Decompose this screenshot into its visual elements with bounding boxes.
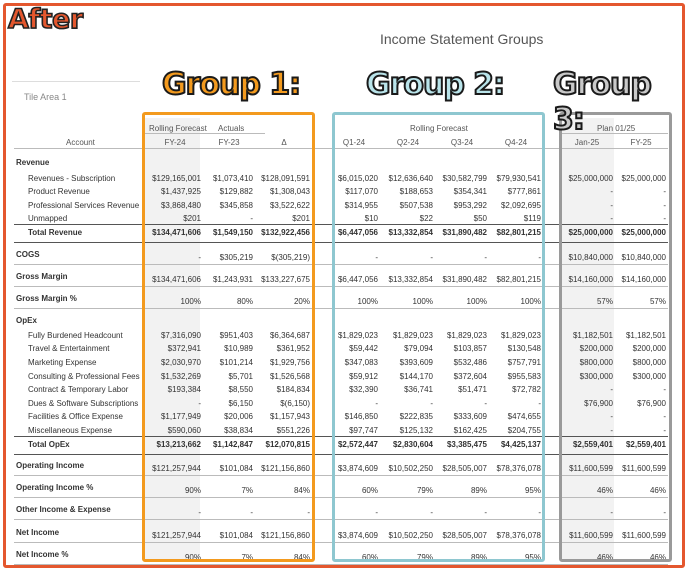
table-cell: 46% [596, 553, 613, 562]
table-cell: 60% [361, 486, 378, 495]
table-cell: $1,142,847 [212, 440, 253, 449]
table-cell: $22 [419, 214, 433, 223]
table-cell: - [484, 253, 487, 262]
table-cell: 46% [596, 486, 613, 495]
table-cell: - [610, 385, 613, 394]
table-cell: - [610, 412, 613, 421]
table-cell: - [375, 253, 378, 262]
table-cell: $38,834 [224, 426, 253, 435]
table-cell: $1,549,150 [212, 228, 253, 237]
row-label: Total Revenue [28, 228, 83, 237]
table-cell: $119 [523, 214, 541, 223]
table-cell: $1,829,023 [337, 331, 378, 340]
table-cell: $1,532,269 [160, 372, 201, 381]
table-cell: - [663, 187, 666, 196]
table-cell: $13,332,854 [388, 228, 433, 237]
table-cell: $25,000,000 [621, 228, 666, 237]
table-cell: $28,505,007 [442, 531, 487, 540]
table-cell: $128,091,591 [261, 174, 310, 183]
row-label: Contract & Temporary Labor [28, 385, 129, 394]
table-cell: $1,073,410 [212, 174, 253, 183]
table-cell: $3,874,609 [337, 531, 378, 540]
table-cell: 90% [184, 553, 201, 562]
table-cell: $10,989 [224, 344, 253, 353]
row-label: Product Revenue [28, 187, 90, 196]
group-header-rolling-forecast: Rolling Forecast [149, 124, 207, 133]
table-cell: - [375, 508, 378, 517]
table-cell: $3,522,622 [269, 201, 310, 210]
table-cell: $757,791 [507, 358, 541, 367]
table-cell: $101,084 [219, 464, 253, 473]
table-cell: $300,000 [579, 372, 613, 381]
table-cell: $25,000,000 [568, 228, 613, 237]
table-cell: $188,653 [399, 187, 433, 196]
table-cell: $32,390 [349, 385, 378, 394]
table-cell: $13,332,854 [388, 275, 433, 284]
column-header: FY-24 [164, 138, 186, 147]
table-cell: $1,182,501 [625, 331, 666, 340]
table-cell: $1,829,023 [392, 331, 433, 340]
table-cell: - [610, 201, 613, 210]
table-cell: - [538, 399, 541, 408]
table-cell: $3,874,609 [337, 464, 378, 473]
table-cell: - [610, 426, 613, 435]
table-cell: - [610, 508, 613, 517]
row-label: Revenues - Subscription [28, 174, 116, 183]
table-cell: $2,572,447 [337, 440, 378, 449]
table-cell: - [610, 214, 613, 223]
row-label: Unmapped [28, 214, 68, 223]
table-cell: $14,160,000 [568, 275, 613, 284]
table-cell: $3,868,480 [160, 201, 201, 210]
table-cell: $20,006 [224, 412, 253, 421]
table-cell: $590,060 [167, 426, 201, 435]
table-cell: 100% [466, 297, 487, 306]
table-cell: 7% [241, 553, 253, 562]
row-label: Marketing Expense [28, 358, 97, 367]
table-cell: 90% [184, 486, 201, 495]
table-cell: $953,292 [453, 201, 487, 210]
table-cell: $1,526,568 [269, 372, 310, 381]
table-cell: $6,447,056 [337, 275, 378, 284]
table-cell: $125,132 [399, 426, 433, 435]
table-cell: $1,929,756 [269, 358, 310, 367]
table-cell: $25,000,000 [568, 174, 613, 183]
table-cell: $30,582,799 [442, 174, 487, 183]
table-cell: $97,747 [349, 426, 378, 435]
column-header: Q1-24 [342, 138, 366, 147]
table-cell: $129,165,001 [152, 174, 201, 183]
table-cell: $31,890,482 [442, 228, 487, 237]
table-cell: - [663, 214, 666, 223]
table-cell: $79,930,541 [496, 174, 541, 183]
table-cell: $59,442 [349, 344, 378, 353]
table-cell: $82,801,215 [496, 228, 541, 237]
table-cell: - [663, 201, 666, 210]
table-cell: $314,955 [344, 201, 378, 210]
table-cell: $3,385,475 [446, 440, 487, 449]
column-header: Q4-24 [504, 138, 528, 147]
table-cell: $372,604 [453, 372, 487, 381]
table-cell: $1,177,949 [160, 412, 201, 421]
table-cell: $146,850 [344, 412, 378, 421]
table-cell: - [663, 412, 666, 421]
table-cell: $474,655 [507, 412, 541, 421]
table-cell: $13,213,662 [156, 440, 201, 449]
table-cell: $1,437,925 [160, 187, 201, 196]
row-label: Other Income & Expense [16, 505, 111, 514]
table-cell: $76,900 [637, 399, 666, 408]
row-label: Facilities & Office Expense [28, 412, 124, 421]
table-cell: $800,000 [632, 358, 666, 367]
table-cell: $201 [292, 214, 310, 223]
table-cell: $800,000 [579, 358, 613, 367]
table-cell: $101,084 [219, 531, 253, 540]
row-label: Fully Burdened Headcount [28, 331, 123, 340]
table-cell: $121,257,944 [152, 464, 201, 473]
table-cell: $345,858 [219, 201, 253, 210]
table-cell: $300,000 [632, 372, 666, 381]
table-cell: $101,214 [219, 358, 253, 367]
table-cell: $31,890,482 [442, 275, 487, 284]
table-cell: $144,170 [399, 372, 433, 381]
table-cell: - [484, 508, 487, 517]
table-cell: 20% [293, 297, 310, 306]
group3-highlight [559, 112, 672, 562]
table-cell: $1,829,023 [446, 331, 487, 340]
table-cell: $121,156,860 [261, 464, 310, 473]
table-cell: $72,782 [512, 385, 541, 394]
row-label: Gross Margin [16, 272, 68, 281]
table-cell: 79% [416, 553, 433, 562]
table-cell: $1,157,943 [269, 412, 310, 421]
table-cell: 80% [236, 297, 253, 306]
column-header: Jan-25 [574, 138, 600, 147]
table-cell: - [538, 508, 541, 517]
row-label: Operating Income % [16, 483, 94, 492]
table-cell: $6,150 [228, 399, 253, 408]
group3-label: Group 3: [553, 67, 651, 137]
group-header-plan: Plan 01/25 [597, 124, 636, 133]
group1-label: Group 1: [162, 67, 301, 102]
table-cell: $955,583 [507, 372, 541, 381]
table-cell: $201 [183, 214, 201, 223]
table-cell: $532,486 [453, 358, 487, 367]
table-cell: $133,227,675 [261, 275, 310, 284]
table-cell: $1,243,931 [212, 275, 253, 284]
table-cell: 100% [412, 297, 433, 306]
table-cell: $11,600,599 [622, 531, 666, 540]
row-label: OpEx [16, 316, 37, 325]
table-cell: $2,030,970 [160, 358, 201, 367]
table-cell: $8,550 [228, 385, 253, 394]
table-cell: - [484, 399, 487, 408]
table-cell: $393,609 [399, 358, 433, 367]
row-label: Gross Margin % [16, 294, 77, 303]
table-cell: 46% [649, 553, 666, 562]
group-header-actuals: Actuals [218, 124, 245, 133]
group1-highlight [142, 112, 315, 562]
row-label: Travel & Entertainment [28, 344, 110, 353]
table-cell: $121,257,944 [152, 531, 201, 540]
group2-label: Group 2: [366, 67, 505, 102]
table-cell: - [430, 253, 433, 262]
after-label: After [8, 4, 83, 35]
table-cell: $6,364,687 [269, 331, 310, 340]
row-label: Professional Services Revenue [28, 201, 140, 210]
table-cell: $333,609 [453, 412, 487, 421]
table-cell: $76,900 [584, 399, 613, 408]
table-cell: - [375, 399, 378, 408]
table-cell: $28,505,007 [442, 464, 487, 473]
table-cell: $10,502,250 [388, 464, 433, 473]
table-cell: $10,502,250 [388, 531, 433, 540]
table-cell: $36,741 [404, 385, 433, 394]
table-cell: - [663, 426, 666, 435]
row-label: Miscellaneous Expense [28, 426, 113, 435]
row-label: Total OpEx [28, 440, 70, 449]
table-cell: $347,083 [344, 358, 378, 367]
table-cell: $11,600,599 [622, 464, 666, 473]
table-cell: 7% [241, 486, 253, 495]
table-cell: $361,952 [276, 344, 310, 353]
table-cell: $200,000 [579, 344, 613, 353]
table-cell: - [663, 508, 666, 517]
table-cell: $200,000 [632, 344, 666, 353]
table-cell: - [538, 253, 541, 262]
column-header: FY-25 [630, 138, 652, 147]
table-cell: - [663, 385, 666, 394]
table-cell: $6,015,020 [337, 174, 378, 183]
table-cell: $117,070 [345, 187, 378, 196]
table-cell: $551,226 [276, 426, 310, 435]
table-cell: $5,701 [228, 372, 253, 381]
column-header: FY-23 [218, 138, 240, 147]
table-cell: $78,376,078 [496, 531, 541, 540]
table-cell: 100% [520, 297, 541, 306]
table-cell: $2,092,695 [500, 201, 541, 210]
table-cell: 89% [470, 553, 487, 562]
sheet-title: Income Statement Groups [380, 31, 544, 47]
row-label: Net Income [16, 528, 60, 537]
table-cell: $14,160,000 [621, 275, 666, 284]
column-header: Δ [281, 138, 287, 147]
table-cell: $59,912 [349, 372, 378, 381]
table-cell: $1,182,501 [572, 331, 613, 340]
tile-divider [12, 81, 140, 82]
table-cell: $204,755 [507, 426, 541, 435]
table-cell: $507,538 [399, 201, 433, 210]
table-cell: - [198, 399, 201, 408]
column-header: Q2-24 [396, 138, 420, 147]
table-cell: - [198, 508, 201, 517]
table-cell: $(305,219) [271, 253, 310, 262]
table-cell: - [250, 508, 253, 517]
table-cell: 89% [470, 486, 487, 495]
table-cell: $25,000,000 [621, 174, 666, 183]
table-cell: - [430, 508, 433, 517]
table-cell: $6,447,056 [337, 228, 378, 237]
table-cell: $82,801,215 [496, 275, 541, 284]
table-cell: $78,376,078 [496, 464, 541, 473]
table-cell: $1,308,043 [269, 187, 310, 196]
table-cell: $1,829,023 [500, 331, 541, 340]
table-cell: 46% [649, 486, 666, 495]
table-cell: $222,835 [399, 412, 433, 421]
table-cell: 84% [293, 486, 310, 495]
row-rule [14, 564, 668, 565]
table-cell: $4,425,137 [500, 440, 541, 449]
table-cell: $134,471,606 [152, 275, 201, 284]
table-cell: $10,840,000 [621, 253, 666, 262]
row-label: Consulting & Professional Fees [28, 372, 140, 381]
table-cell: $11,600,599 [569, 531, 613, 540]
table-cell: $50 [473, 214, 487, 223]
tile-area-label[interactable]: Tile Area 1 [24, 92, 67, 102]
table-cell: $2,830,604 [392, 440, 433, 449]
table-cell: 95% [524, 553, 541, 562]
table-cell: $132,922,456 [261, 228, 310, 237]
table-cell: $12,636,640 [388, 174, 433, 183]
table-cell: 57% [596, 297, 613, 306]
group2-highlight [332, 112, 545, 562]
table-cell: $305,219 [219, 253, 253, 262]
table-cell: $79,094 [404, 344, 433, 353]
table-cell: 84% [293, 553, 310, 562]
table-cell: 79% [416, 486, 433, 495]
table-cell: 57% [649, 297, 666, 306]
table-cell: $777,861 [507, 187, 541, 196]
table-cell: $129,882 [219, 187, 253, 196]
table-cell: $130,548 [507, 344, 541, 353]
table-cell: 100% [357, 297, 378, 306]
table-cell: - [307, 508, 310, 517]
row-label: COGS [16, 250, 40, 259]
table-cell: $193,384 [167, 385, 201, 394]
table-cell: $372,941 [167, 344, 201, 353]
table-cell: - [610, 187, 613, 196]
column-header-account: Account [66, 138, 95, 147]
table-cell: - [430, 399, 433, 408]
table-cell: - [250, 214, 253, 223]
row-label: Operating Income [16, 461, 85, 470]
table-cell: 100% [180, 297, 201, 306]
table-cell: $11,600,599 [569, 464, 613, 473]
table-cell: 95% [524, 486, 541, 495]
group-header-rolling-forecast-q: Rolling Forecast [410, 124, 468, 133]
table-cell: $184,834 [276, 385, 310, 394]
column-header: Q3-24 [450, 138, 474, 147]
table-cell: $(6,150) [280, 399, 310, 408]
table-cell: $51,471 [458, 385, 487, 394]
table-cell: $7,316,090 [160, 331, 201, 340]
table-cell: $162,425 [453, 426, 487, 435]
row-label: Revenue [16, 158, 50, 167]
table-cell: $951,403 [219, 331, 253, 340]
table-cell: $103,857 [453, 344, 487, 353]
table-cell: $354,341 [453, 187, 487, 196]
table-cell: $10,840,000 [568, 253, 613, 262]
table-cell: $134,471,606 [152, 228, 201, 237]
table-cell: $2,559,401 [625, 440, 666, 449]
table-cell: $12,070,815 [265, 440, 310, 449]
table-cell: 60% [361, 553, 378, 562]
row-label: Net Income % [16, 550, 69, 559]
table-cell: $10 [364, 214, 378, 223]
table-cell: - [198, 253, 201, 262]
table-cell: $121,156,860 [261, 531, 310, 540]
table-cell: $2,559,401 [572, 440, 613, 449]
row-label: Dues & Software Subscriptions [28, 399, 139, 408]
